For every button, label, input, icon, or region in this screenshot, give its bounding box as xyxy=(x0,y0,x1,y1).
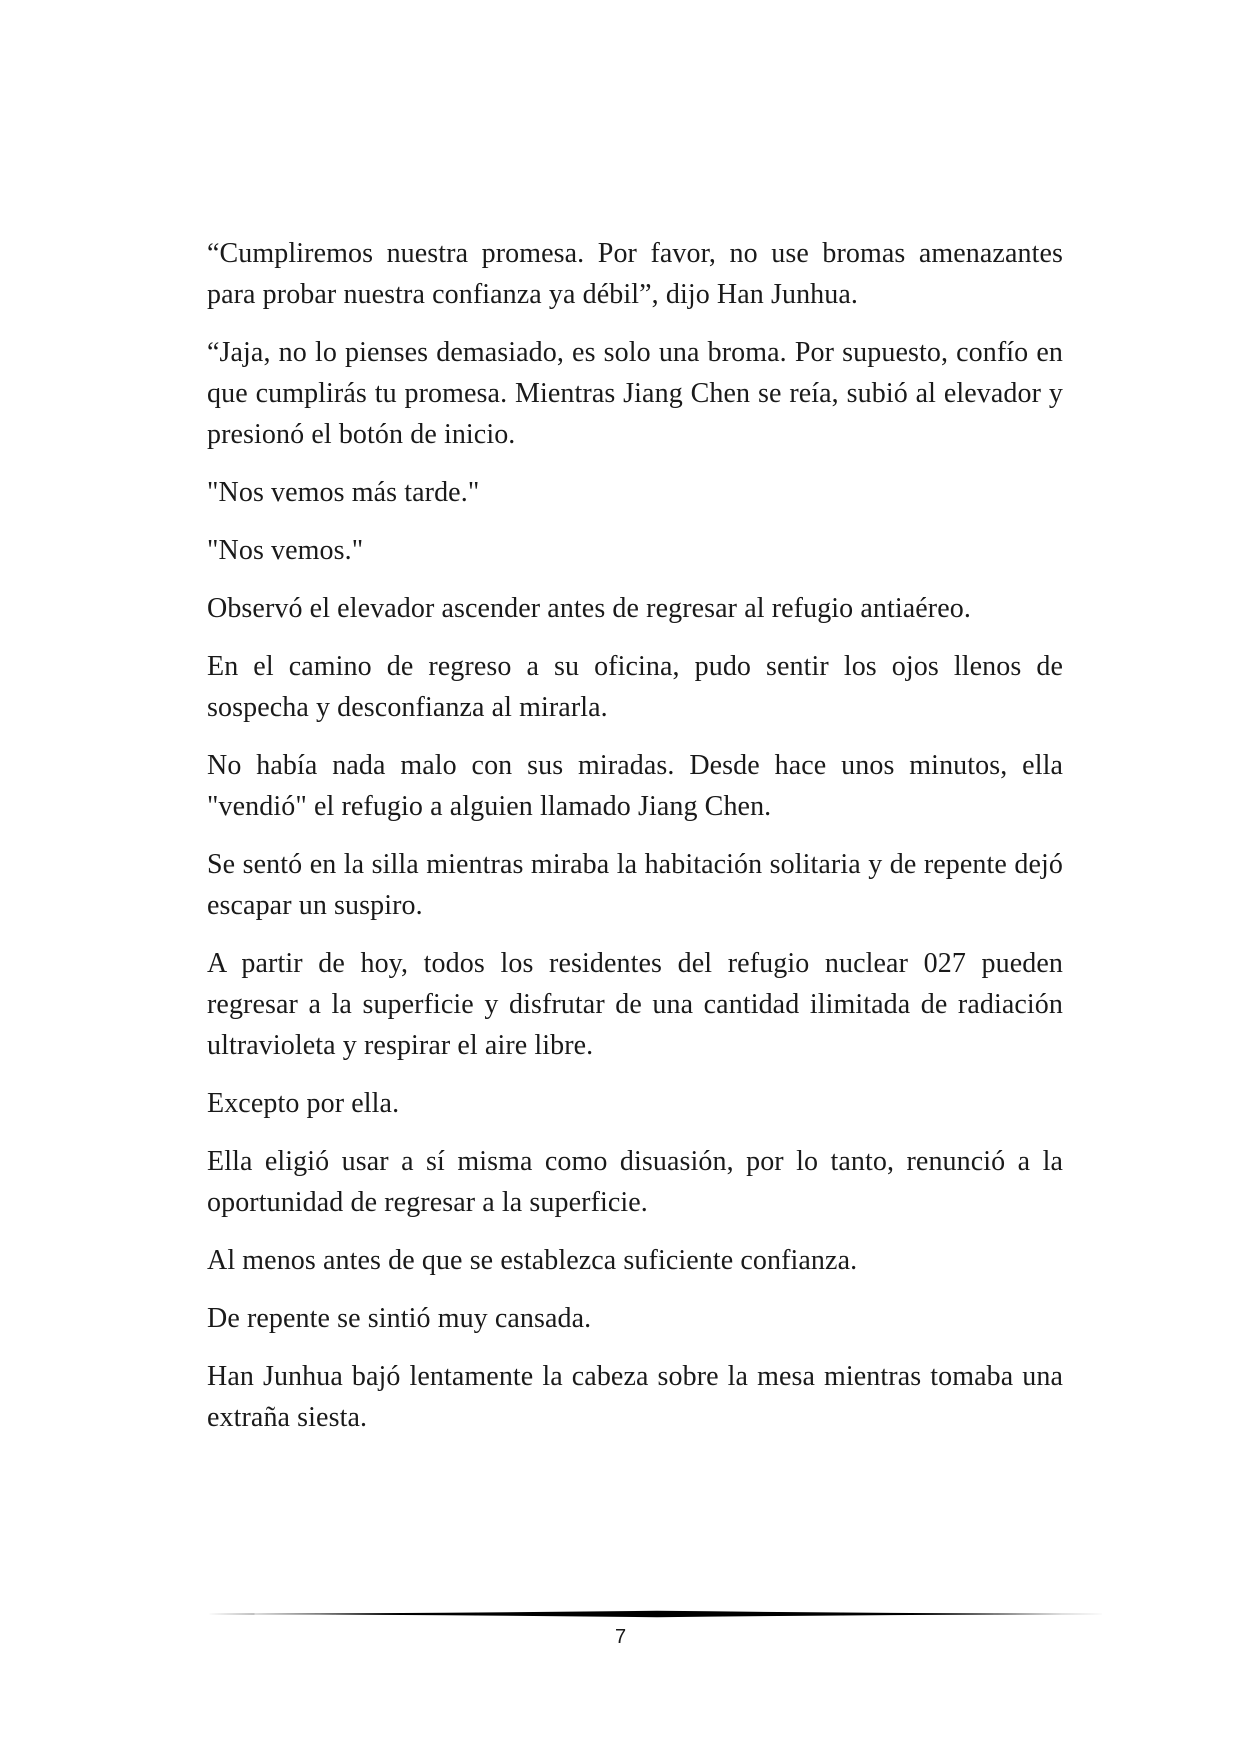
paragraph: "Nos vemos más tarde." xyxy=(207,477,480,508)
paragraph: Han Junhua bajó lentamente la cabeza sobre la mesa mientras tomaba una extraña siesta. xyxy=(207,1361,1063,1433)
paragraph: En el camino de regreso a su oficina, pudo sentir los ojos llenos de sospecha y desconfianza al mirarla. xyxy=(207,651,1063,723)
paragraph: “Cumpliremos nuestra promesa. Por favor, no use bromas amenazantes para probar nuestra confianza ya débil”, dijo Han Junhua. xyxy=(207,238,1063,310)
paragraph: A partir de hoy, todos los residentes del refugio nuclear 027 pueden regresar a la superficie y disfrutar de una cantidad ilimitada de radiación ultravioleta y respirar el aire libre. xyxy=(207,948,1063,1061)
body-text xyxy=(207,233,1063,1455)
footer-rule xyxy=(207,1608,1107,1620)
page-number: 7 xyxy=(614,1626,627,1648)
paragraph: Se sentó en la silla mientras miraba la habitación solitaria y de repente dejó escapar un suspiro. xyxy=(207,849,1063,921)
paragraph: De repente se sintió muy cansada. xyxy=(207,1303,592,1334)
paragraph: No había nada malo con sus miradas. Desde hace unos minutos, ella "vendió" el refugio a alguien llamado Jiang Chen. xyxy=(207,750,1063,822)
paragraph: Excepto por ella. xyxy=(207,1088,400,1119)
paragraph: "Nos vemos." xyxy=(207,535,364,566)
paragraph: Observó el elevador ascender antes de regresar al refugio antiaéreo. xyxy=(207,593,971,624)
paragraph: Al menos antes de que se establezca suficiente confianza. xyxy=(207,1245,858,1276)
paragraph: Ella eligió usar a sí misma como disuasión, por lo tanto, renunció a la oportunidad de regresar a la superficie. xyxy=(207,1146,1063,1218)
paragraph: “Jaja, no lo pienses demasiado, es solo una broma. Por supuesto, confío en que cumplirás tu promesa. Mientras Jiang Chen se reía, subió al elevador y presionó el botón de inicio. xyxy=(207,337,1063,450)
